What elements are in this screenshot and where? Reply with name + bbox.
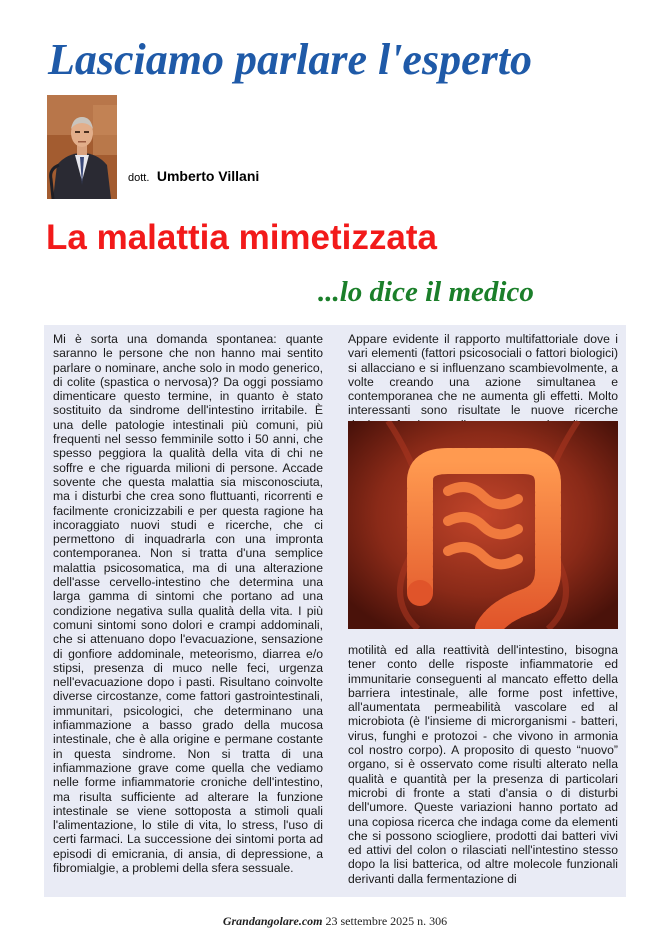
author-prefix: dott. (128, 172, 150, 184)
author-byline (128, 168, 259, 186)
page-footer (0, 914, 670, 929)
article-title: La malattia mimetizzata (46, 218, 437, 257)
article-paragraph-right-top: Appare evidente il rapporto multifattoriale dove i vari elementi (fattori psicosociali o fattori biologici) si allacciano e si influenzano scambievolmente, a volte creando una azione simultanea e contemporanea che ne aumenta gli effetti. Molto interessanti sono risultate le nuove ricerche (348, 332, 618, 418)
article-paragraph-left: Mi è sorta una domanda spontanea: quante saranno le persone che non hanno mai sentito parlare o nominare, anche solo in modo generico, di colite (spastica o nervosa)? Da oggi possiamo dimenticare questo termine, in quanto è stato sostituito da sindrome dell'intestino irritabile. È una delle patologie intestinali più comuni, più frequenti nel sesso femminile sotto i 50 anni, che spesso peggiora la qualità della vita di chi ne soffre e che riguarda milioni di persone. Accade sovente che questa malattia sia misconosciuta, ma i disturbi che crea sono fluttuanti, ricorrenti e facilmente cronicizzabili e per questa ragione ha incoraggiato nuovi studi e ricerche, che ci permettono di inquadrarla con una impronta contemporanea. Non si tratta d'una semplice malattia psicosomatica, ma di una alterazione dell'asse cervello-intestino che determina una larga gamma di sintomi che portano ad una condizione negativa sulla qualità della vita. I più comuni sintomi sono dolori e crampi addominali, che si attenuano dopo l'evacuazione, sensazione di gonfiore addominale, meteorismo, diarrea e/o stipsi, presenza di muco nelle feci, urgenza nell'evacuazione dopo i pasti. Risultano coinvolte diverse circostanze, come fattori gastrointestinali, immunitari, psicologici, che determinano una infiammazione a basso grado della mucosa intestinale, che è alla origine e permane costante in questa sindrome. Non si tratta di una infiammazione grave come quella che vediamo nelle forme infiammatorie croniche dell'intestino, ma risulta sufficiente ad alterare la funzione intestinale se viene sottoposta a stimoli quali l'alimentazione, lo stile di vita, lo stress, l'uso di certi farmaci. La successione dei sintomi porta ad episodi di emicrania, di ansia, di depressione, a fibromialgie, a problemi della sfera sessuale. (53, 332, 323, 875)
article-column-right-bottom (348, 643, 618, 886)
author-portrait (47, 95, 117, 199)
article-body-panel (44, 325, 626, 897)
author-portrait-icon (47, 95, 117, 199)
intestine-illustration-icon (348, 421, 618, 629)
article-column-left (53, 332, 323, 875)
footer-site: Grandangolare.com (222, 914, 323, 928)
page-header-title: Lasciamo parlare l'esperto (48, 35, 532, 84)
article-paragraph-right-bottom: motilità ed alla reattività dell'intestino, bisogna tener conto delle risposte infiammatorie ed immunitarie conseguenti al mancato effetto della barriera intestinale, alle forme post infettive, all'aumentata permeabilità vascolare ed al microbiota (è l'insieme di microrganismi - batteri, virus, funghi e protozoi - che vivono in armonia col nostro corpo). A proposito di questo “nuovo” organo, si è osservato come risulti alterato nella qualità e quantità per la presenza di particolari microbi di fronte a stati d'ansia o di disturbi dell'umore. Queste variazioni hanno portato ad una copiosa ricerca che indaga come da elementi che si possono sciogliere, prodotti dai batteri vivi ed attivi del colon o rilasciati nell'intestino stesso dopo la lisi batterica, od altre molecole funzionali derivanti dalla fermentazione di (348, 643, 618, 886)
footer-issue: 23 settembre 2025 n. 306 (325, 914, 448, 928)
article-subtitle: ...lo dice il medico (318, 276, 534, 308)
intestine-illustration (348, 421, 618, 629)
author-name: Umberto Villani (156, 168, 260, 184)
